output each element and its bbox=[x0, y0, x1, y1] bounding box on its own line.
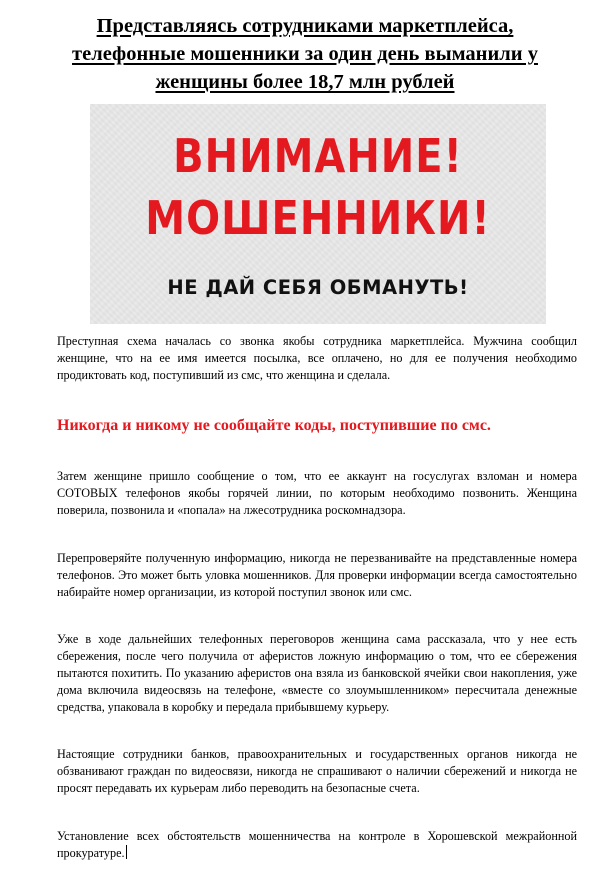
banner-headline-attention: ВНИМАНИЕ! bbox=[173, 130, 463, 184]
banner-headline-fraudsters: МОШЕННИКИ! bbox=[145, 192, 491, 246]
paragraph-prosecutor-text: Установление всех обстоятельств мошенничества на контроле в Хорошевской межрайонной прокуратуре. bbox=[57, 829, 577, 860]
warning-sms-codes: Никогда и никому не сообщайте коды, поступившие по смс. bbox=[57, 417, 491, 434]
paragraph-verify-info: Перепроверяйте полученную информацию, никогда не перезванивайте на представленные номера телефонов. Это может быть уловка мошенников. Для проверки информации всегда самостоятельно набирайте номер организации, из которой поступил звонок или смс. bbox=[57, 551, 577, 599]
paragraph-account-hacked: Затем женщине пришло сообщение о том, что ее аккаунт на госуслугах взломан и номера СОТОВЫХ телефонов якобы горячей линии, по которым необходимо позвонить. Женщина поверила, позвонила и «попала» на лжесотрудника роскомнадзора. bbox=[57, 469, 577, 517]
paragraph-real-employees: Настоящие сотрудники банков, правоохранительных и государственных органов никогда не обзванивают граждан по видеосвязи, никогда не спрашивают о наличии сбережений и никогда не просят передавать их курьерам либо переводить на безопасные счета. bbox=[57, 747, 577, 795]
text-cursor bbox=[126, 845, 127, 859]
warning-banner bbox=[90, 104, 546, 324]
banner-subtitle: НЕ ДАЙ СЕБЯ ОБМАНУТЬ! bbox=[167, 276, 469, 299]
paragraph-prosecutor bbox=[57, 828, 577, 862]
paragraph-scheme-start: Преступная схема началась со звонка якобы сотрудника маркетплейса. Мужчина сообщил женщине, что на ее имя имеется посылка, все оплачено, но для ее получения необходимо продиктовать код, поступивший из смс, что женщина и сделала. bbox=[57, 334, 577, 382]
paragraph-savings-courier: Уже в ходе дальнейших телефонных переговоров женщина сама рассказала, что у нее есть сбережения, после чего получила от аферистов ложную информацию о том, что ее сбережения пытаются похитить. По указанию аферистов она взяла из банковской ячейки свои накопления, уже дома включила видеосвязь на телефоне, «вместе со злоумышленником» пересчитала денежные средства, упаковала в коробку и передала прибывшему курьеру. bbox=[57, 632, 577, 714]
article-title: Представляясь сотрудниками маркетплейса, телефонные мошенники за один день выманили у женщины более 18,7 млн рублей bbox=[72, 15, 538, 93]
